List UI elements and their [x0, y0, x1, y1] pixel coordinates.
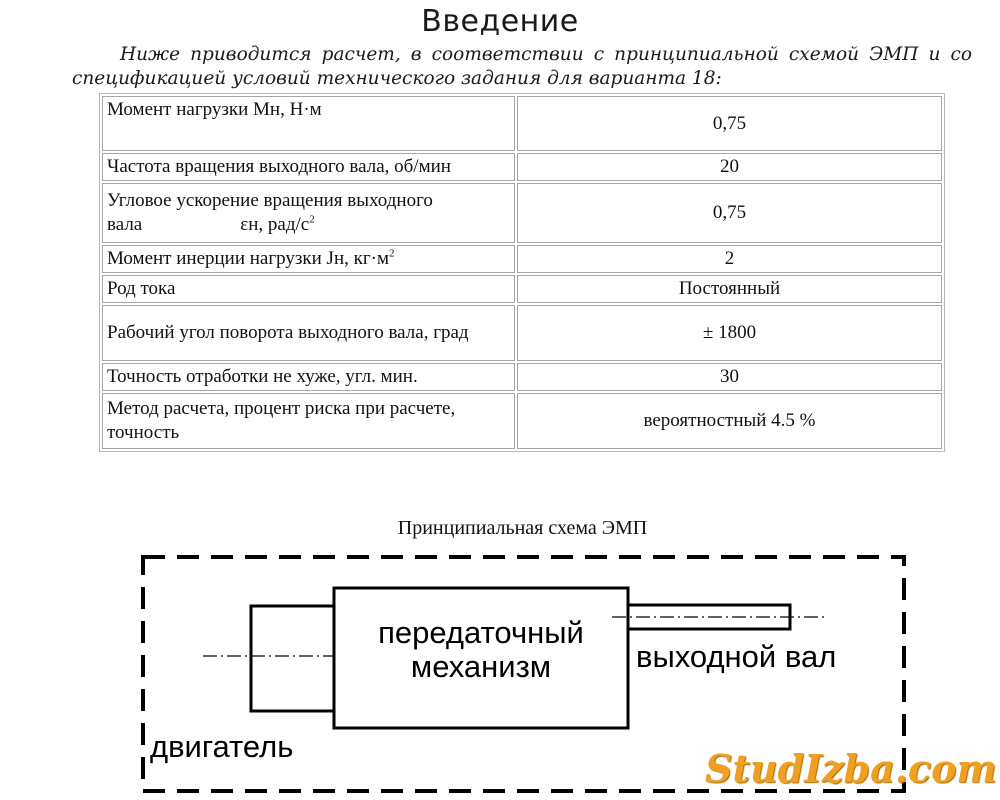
table-row	[102, 275, 942, 303]
table-row	[102, 153, 942, 181]
param-text: εн, рад/с	[240, 214, 310, 235]
motor-block	[251, 606, 335, 711]
param-cell	[102, 183, 515, 243]
table-row	[102, 183, 942, 243]
watermark-logo: StudIzba.com	[705, 746, 997, 791]
param-cell: Рабочий угол поворота выходного вала, град	[102, 305, 515, 361]
param-cell: Точность отработки не хуже, угл. мин.	[102, 363, 515, 391]
param-cell: Род тока	[102, 275, 515, 303]
intro-paragraph: Ниже приводится расчет, в соответствии с принципиальной схемой ЭМП и со спецификацией условий технического задания для варианта 18:	[72, 44, 972, 89]
superscript: 2	[389, 247, 395, 260]
value-cell: 30	[517, 363, 942, 391]
gear-label	[334, 616, 628, 684]
param-text: Момент инерции нагрузки Jн, кг·м	[107, 248, 389, 269]
value-cell: 0,75	[517, 96, 942, 151]
superscript: 2	[309, 213, 315, 226]
table-row	[102, 96, 942, 151]
specification-table	[99, 93, 945, 452]
param-cell: Момент нагрузки Мн, Н·м	[102, 96, 515, 151]
value-cell: 20	[517, 153, 942, 181]
param-cell: Частота вращения выходного вала, об/мин	[102, 153, 515, 181]
page-title: Введение	[421, 4, 579, 39]
value-cell: 2	[517, 245, 942, 273]
diagram-title: Принципиальная схема ЭМП	[397, 517, 648, 539]
param-cell	[102, 245, 515, 273]
table-row	[102, 305, 942, 361]
value-cell: Постоянный	[517, 275, 942, 303]
table-row	[102, 245, 942, 273]
value-cell: вероятностный 4.5 %	[517, 393, 942, 449]
table-row	[102, 393, 942, 449]
value-cell: ± 1800	[517, 305, 942, 361]
param-text: вала	[107, 214, 143, 235]
param-line: Угловое ускорение вращения выходного	[107, 190, 433, 211]
table-row	[102, 363, 942, 391]
shaft-label: выходной вал	[636, 639, 837, 674]
param-line	[107, 213, 510, 237]
motor-label: двигатель	[150, 729, 294, 764]
param-cell: Метод расчета, процент риска при расчете, точность	[102, 393, 515, 449]
gear-label-line: передаточный	[378, 615, 584, 650]
value-cell: 0,75	[517, 183, 942, 243]
gear-label-line: механизм	[410, 649, 552, 684]
